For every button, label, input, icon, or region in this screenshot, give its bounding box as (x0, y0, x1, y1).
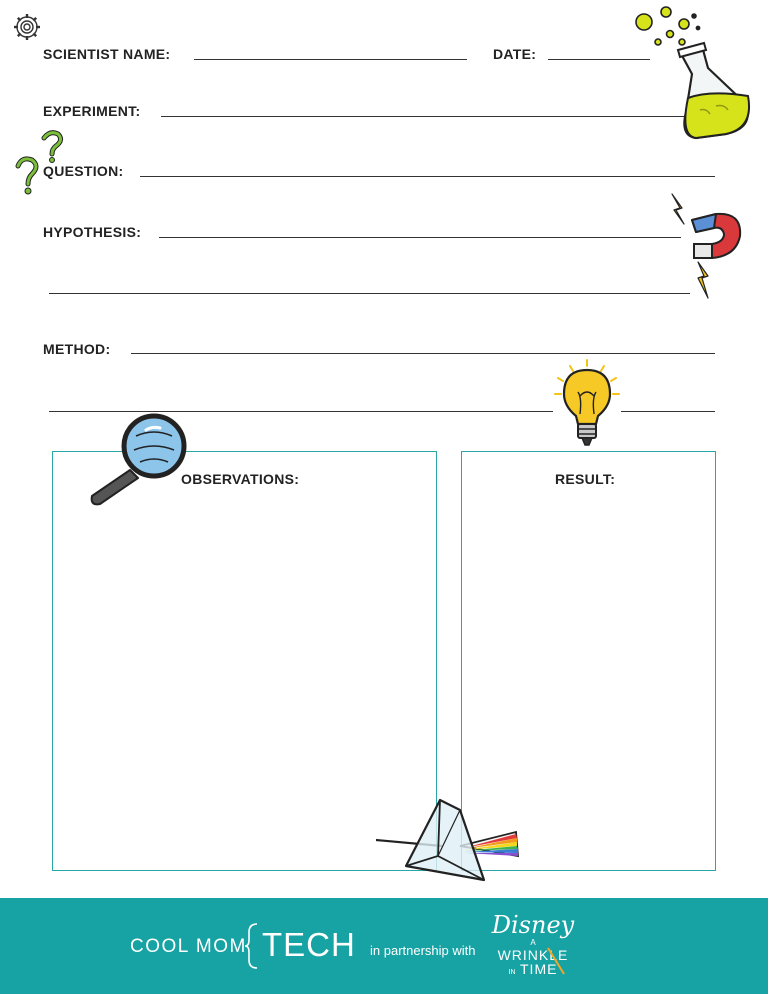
lightbulb-icon (552, 358, 622, 450)
tech-text: TECH (262, 926, 356, 963)
method-field[interactable] (131, 353, 715, 354)
brace-icon (243, 922, 261, 970)
experiment-field[interactable] (161, 116, 691, 117)
magnifying-glass-icon (86, 412, 192, 506)
logo-in-text: IN (508, 969, 516, 976)
magnet-icon (664, 190, 748, 302)
logo-time-text: TIME (520, 961, 558, 977)
method-field-line-2b[interactable] (621, 411, 715, 412)
method-label: METHOD: (43, 341, 111, 357)
gear-icon (12, 12, 42, 42)
scientist-name-label: SCIENTIST NAME: (43, 46, 171, 62)
cool-mom-text: COOL MOM (130, 936, 247, 957)
flask-icon (630, 2, 754, 142)
experiment-label: EXPERIMENT: (43, 103, 141, 119)
disney-logo-text: Disney (491, 911, 575, 939)
footer-banner (0, 898, 768, 994)
date-label: DATE: (493, 46, 537, 62)
scientist-name-field[interactable] (194, 59, 467, 60)
disney-wrinkle-logo (486, 912, 580, 988)
logo-wrinkle-text: WRINKLE (497, 947, 569, 963)
logo-a-text: A (530, 938, 536, 947)
question-field[interactable] (140, 176, 715, 177)
partnership-text: in partnership with (370, 943, 476, 958)
hypothesis-field[interactable] (159, 237, 681, 238)
hypothesis-label: HYPOTHESIS: (43, 224, 142, 240)
result-label: RESULT: (555, 471, 616, 487)
hypothesis-field-line-2[interactable] (49, 293, 690, 294)
star-spark-icon (546, 946, 566, 976)
prism-icon (376, 796, 522, 888)
question-label: QUESTION: (43, 163, 124, 179)
observations-label: OBSERVATIONS: (181, 471, 300, 487)
